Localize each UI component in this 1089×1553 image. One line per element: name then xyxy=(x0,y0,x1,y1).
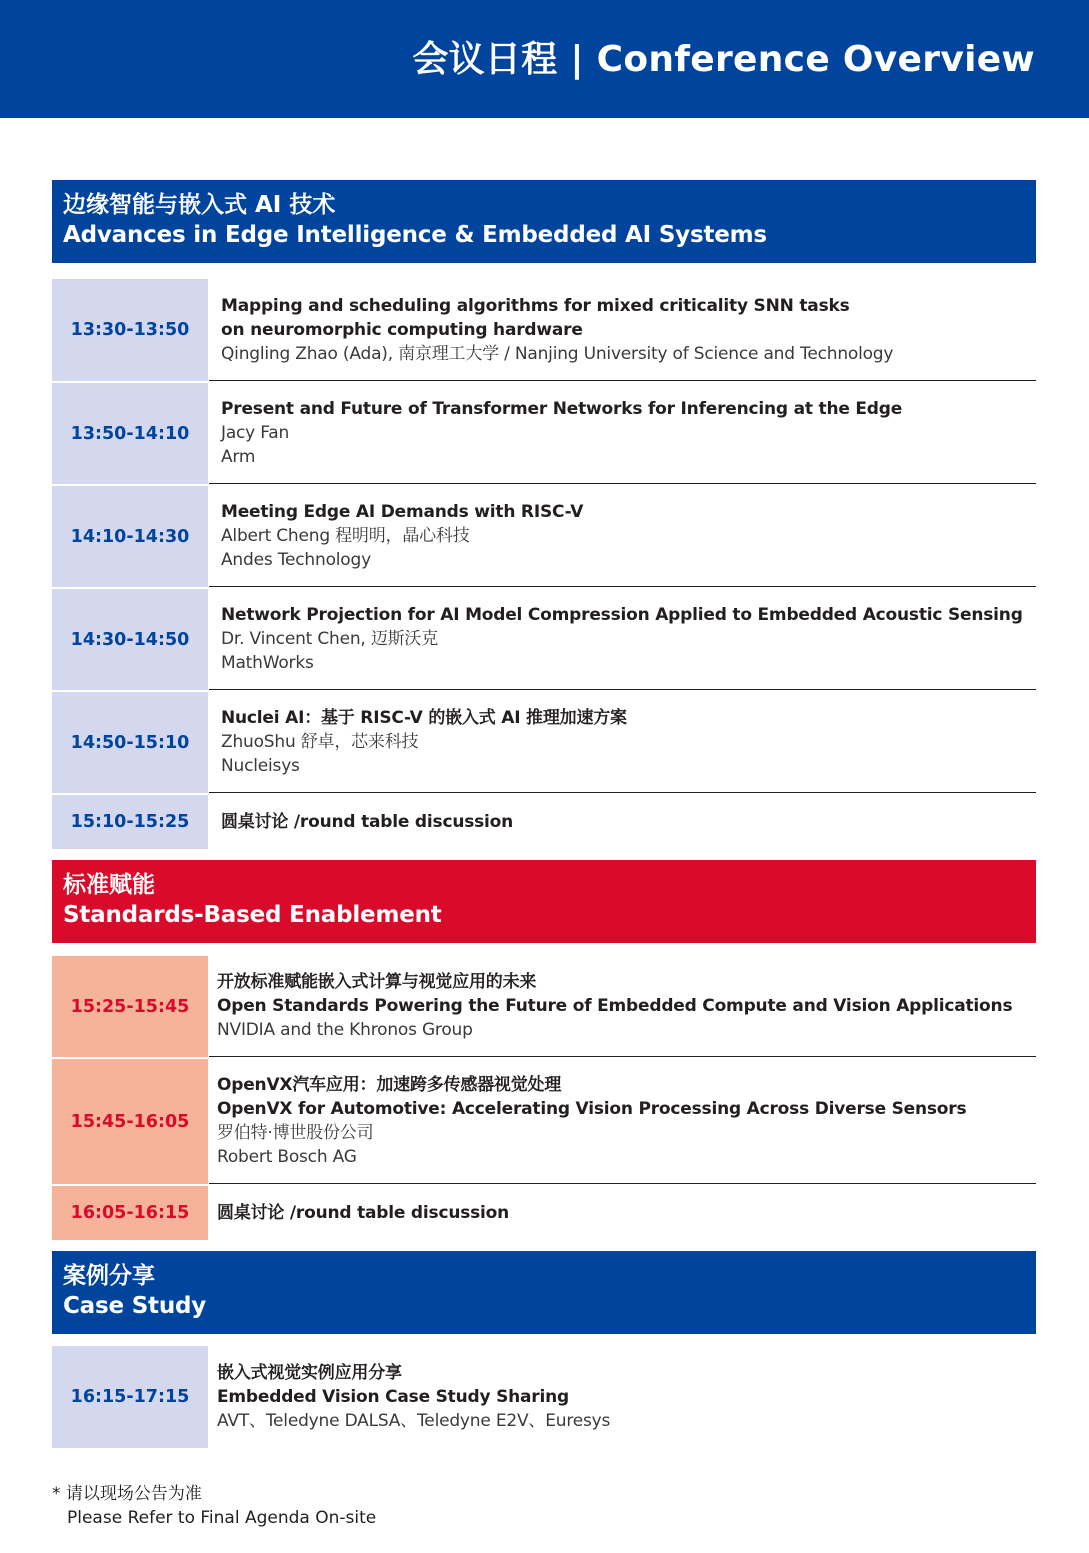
agenda-row xyxy=(52,589,1036,690)
session-company: NVIDIA and the Khronos Group xyxy=(217,1020,473,1040)
session-title: Open Standards Powering the Future of Embedded Compute and Vision Applications xyxy=(217,996,1013,1016)
session-time: 13:50-14:10 xyxy=(52,383,208,484)
section-header-edge-ai xyxy=(52,180,1036,263)
session-speaker: Jacy Fan xyxy=(221,423,290,443)
section-header-standards xyxy=(52,860,1036,943)
footnote-cn: * 请以现场公告为准 xyxy=(52,1484,202,1504)
session-title: Nuclei AI：基于 RISC-V 的嵌入式 AI 推理加速方案 xyxy=(221,708,627,728)
session-time: 14:30-14:50 xyxy=(52,589,208,690)
agenda-row xyxy=(52,795,1036,849)
agenda-row xyxy=(52,956,1036,1057)
session-companies: AVT、Teledyne DALSA、Teledyne E2V、Euresys xyxy=(217,1411,611,1431)
session-title: Present and Future of Transformer Networks for Inferencing at the Edge xyxy=(221,399,903,419)
session-speaker: ZhuoShu 舒卓，芯来科技 xyxy=(221,732,419,752)
session-details xyxy=(209,1059,1036,1184)
session-title: OpenVX for Automotive: Accelerating Vision Processing Across Diverse Sensors xyxy=(217,1099,967,1119)
session-time: 16:05-16:15 xyxy=(52,1186,208,1240)
session-company-cn: 罗伯特·博世股份公司 xyxy=(217,1123,374,1143)
section-title-cn: 边缘智能与嵌入式 AI 技术 xyxy=(63,192,336,218)
section-title-en: Advances in Edge Intelligence & Embedded AI Systems xyxy=(63,222,767,248)
agenda-row xyxy=(52,1186,1036,1240)
session-title: 圆桌讨论 /round table discussion xyxy=(221,812,514,832)
session-title: Embedded Vision Case Study Sharing xyxy=(217,1387,569,1407)
session-details xyxy=(209,795,1036,849)
section-header-case-study xyxy=(52,1251,1036,1334)
session-title-cn: 开放标准赋能嵌入式计算与视觉应用的未来 xyxy=(217,972,537,992)
session-title: Network Projection for AI Model Compression Applied to Embedded Acoustic Sensing xyxy=(221,605,1023,625)
session-title: on neuromorphic computing hardware xyxy=(221,319,583,340)
session-details xyxy=(209,1186,1036,1240)
header-bar xyxy=(0,0,1089,118)
session-details xyxy=(209,692,1036,793)
section-title-cn: 案例分享 xyxy=(63,1263,155,1289)
session-time: 16:15-17:15 xyxy=(52,1346,208,1448)
session-details xyxy=(209,279,1036,381)
agenda-row xyxy=(52,1346,1036,1448)
session-details xyxy=(209,956,1036,1057)
session-title: Mapping and scheduling algorithms for mixed criticality SNN tasks xyxy=(221,295,850,316)
session-title: Meeting Edge AI Demands with RISC-V xyxy=(221,502,584,522)
session-time: 15:45-16:05 xyxy=(52,1059,208,1184)
session-details xyxy=(209,589,1036,690)
footnote-en: Please Refer to Final Agenda On-site xyxy=(67,1508,377,1528)
footnote xyxy=(52,1482,376,1530)
session-company: Robert Bosch AG xyxy=(217,1147,357,1167)
agenda-row xyxy=(52,279,1036,381)
session-company: Andes Technology xyxy=(221,550,371,570)
session-company: Nucleisys xyxy=(221,756,300,776)
session-title-cn: OpenVX汽车应用：加速跨多传感器视觉处理 xyxy=(217,1075,562,1095)
session-company: Arm xyxy=(221,447,256,467)
session-speaker: Qingling Zhao (Ada), 南京理工大学 / Nanjing University of Science and Technology xyxy=(221,343,894,364)
section-title-en: Case Study xyxy=(63,1293,207,1319)
session-time: 13:30-13:50 xyxy=(52,279,208,381)
session-speaker: Albert Cheng 程明明，晶心科技 xyxy=(221,526,470,546)
session-company: MathWorks xyxy=(221,653,314,673)
agenda-row xyxy=(52,486,1036,587)
agenda-row xyxy=(52,1059,1036,1184)
session-title: 圆桌讨论 /round table discussion xyxy=(217,1203,510,1223)
page-title: 会议日程 | Conference Overview xyxy=(412,38,1035,80)
session-time: 14:50-15:10 xyxy=(52,692,208,793)
session-time: 14:10-14:30 xyxy=(52,486,208,587)
section-title-en: Standards-Based Enablement xyxy=(63,902,442,928)
session-title-cn: 嵌入式视觉实例应用分享 xyxy=(217,1363,402,1383)
agenda-row xyxy=(52,692,1036,793)
agenda-row xyxy=(52,383,1036,484)
session-details xyxy=(209,1346,1036,1448)
section-title-cn: 标准赋能 xyxy=(63,872,155,898)
session-time: 15:10-15:25 xyxy=(52,795,208,849)
session-time: 15:25-15:45 xyxy=(52,956,208,1057)
session-details xyxy=(209,486,1036,587)
session-details xyxy=(209,383,1036,484)
session-speaker: Dr. Vincent Chen, 迈斯沃克 xyxy=(221,629,439,649)
